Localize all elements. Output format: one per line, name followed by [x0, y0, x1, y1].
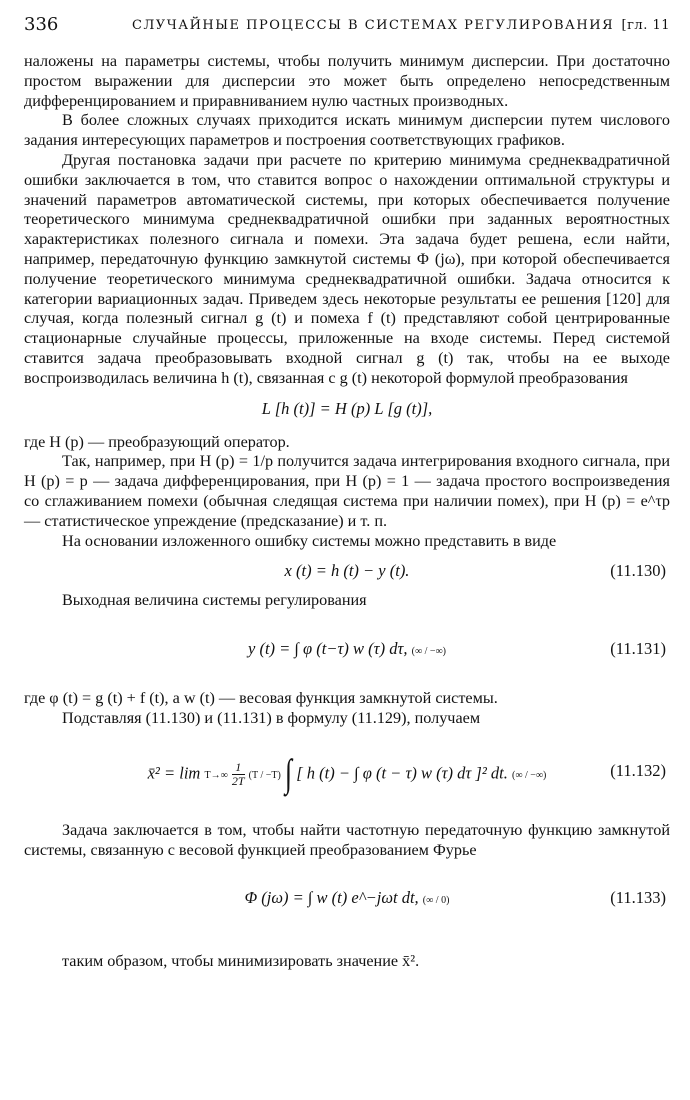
integral-lower-limit: 0	[441, 895, 447, 907]
integral-upper-limit: ∞	[426, 895, 434, 907]
paragraph-3: Другая постановка задачи при расчете по критерию минимума среднеквадратичной ошибки заключается в том, что ставится вопрос о нахождении оптимальной структуры и значений параметров автоматической системы, при которых обеспечивается получение теоретического минимума среднеквадратичной ошибки при заданных вероятностных характеристиках полезного сигнала и помехи. Эта задача будет решена, если найти, например, передаточную функцию замкнутой системы Φ (jω), при которой обеспечивается получение теоретического минимума среднеквадратичной ошибки. Задача относится к категории вариационных задач. Приведем здесь некоторые результаты ее решения [120] для случая, когда полезный сигнал g (t) и помеха f (t) представляют собой центрированные стационарные случайные процессы, приложенные на входе системы. Перед системой ставится задача преобразовывать входной сигнал g (t) так, чтобы на ее выходе воспроизводилась величина h (t), связанная с g (t) некоторой формулой преобразования	[24, 150, 670, 387]
paragraph-4: где H (p) — преобразующий оператор.	[24, 432, 290, 451]
fraction	[232, 761, 245, 788]
paragraph-2: В более сложных случаях приходится искать минимум дисперсии путем числового задания интересующих параметров и построения соответствующих графиков.	[24, 111, 670, 150]
fraction-numerator: 1	[235, 759, 242, 774]
equation-11-132-number: (11.132)	[610, 760, 666, 780]
paragraph-8: где φ (t) = g (t) + f (t), а w (t) — весовая функция замкнутой системы.	[24, 689, 498, 708]
page-number: 336	[24, 14, 59, 35]
paragraph-1: наложены на параметры системы, чтобы получить минимум дисперсии. При достаточно простом выражении для дисперсии это может быть определено непосредственным дифференцированием и приравниванием нулю частных производных.	[24, 52, 670, 110]
equation-11-130-expr: x (t) = h (t) − y (t).	[284, 561, 410, 581]
equation-11-130-number: (11.130)	[610, 561, 666, 581]
chapter-label: [гл. 11	[621, 18, 670, 33]
equation-11-132-lhs: x̄² = lim	[147, 763, 201, 782]
equation-11-133-expr: Φ (jω) = ∫ w (t) e^−jωt dt,	[244, 888, 419, 908]
fraction-denominator: 2T	[231, 773, 245, 788]
paragraph-7: Выходная величина системы регулирования	[62, 591, 367, 610]
integral-sign: ∫	[284, 751, 293, 796]
equation-transform	[24, 389, 670, 429]
running-title: СЛУЧАЙНЫЕ ПРОЦЕССЫ В СИСТЕМАХ РЕГУЛИРОВАНИЯ	[132, 18, 615, 33]
limit-subscript: T→∞	[204, 770, 228, 781]
integral-lower-limit: −∞	[429, 646, 443, 658]
inner-integral-upper: ∞	[515, 770, 523, 781]
paragraph-9: Подставляя (11.130) и (11.131) в формулу (11.129), получаем	[62, 708, 481, 727]
paragraph-10: Задача заключается в том, чтобы найти частотную передаточную функцию замкнутой системы, связанную с весовой функцией преобразованием Фурье	[24, 820, 670, 859]
equation-11-131: y (t) = ∫ φ (t−τ) w (τ) dτ, (∞ / −∞) (11.131)	[248, 639, 666, 659]
inner-integral-lower: −∞	[530, 770, 544, 781]
equation-11-132: x̄² = lim T→∞ $\frac{1}{2T}$ (T / −T) ∫ [ h (t) − ∫ φ (t − τ) w (τ) dτ ]² dt. (∞ / −∞) (11.132)	[147, 751, 666, 796]
outer-integral-lower: −T	[265, 770, 278, 781]
paragraph-11: таким образом, чтобы минимизировать значение x̄².	[62, 952, 420, 971]
equation-11-133-number: (11.133)	[610, 888, 666, 908]
equation-11-131-number: (11.131)	[610, 639, 666, 659]
outer-integral-upper: T	[252, 770, 258, 781]
body-text	[24, 52, 670, 972]
page	[24, 14, 670, 972]
equation-11-130	[24, 551, 670, 591]
page-header	[24, 14, 670, 44]
integral-upper-limit: ∞	[414, 646, 423, 658]
paragraph-5: Так, например, при H (p) = 1/p получится задача интегрирования входного сигнала, при H (p) = p — задача дифференцирования, при H (p) = 1 — задача простого воспроизведения со сглаживанием помехи (обычная следящая система при наличии помех), при H (p) = e^τp — статистическое упреждение (предсказание) и т. п.	[24, 452, 670, 530]
paragraph-6: На основании изложенного ошибку системы можно представить в виде	[62, 531, 557, 550]
equation-transform-expr: L [h (t)] = H (p) L [g (t)],	[261, 398, 433, 418]
equation-11-133: Φ (jω) = ∫ w (t) e^−jωt dt, (∞ / 0) (11.133)	[244, 888, 666, 908]
equation-11-132-body: [ h (t) − ∫ φ (t − τ) w (τ) dτ ]² dt.	[296, 763, 508, 782]
equation-11-131-expr: y (t) = ∫ φ (t−τ) w (τ) dτ,	[248, 639, 408, 659]
